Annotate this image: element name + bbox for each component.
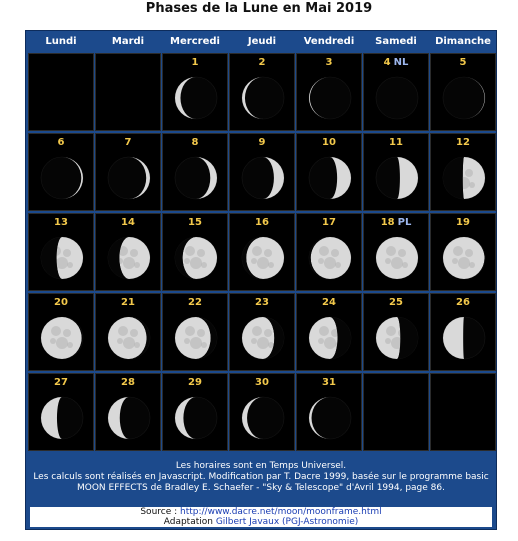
day-number [364,217,428,228]
day-cell-18 [363,213,429,291]
day-number-value: 7 [124,137,132,148]
day-number [431,57,495,68]
day-number-value: 19 [456,217,470,228]
day-number-value: 20 [54,297,68,308]
moon-phase-icon [239,74,287,122]
day-number [431,217,495,228]
notes-line-timezone: Les horaires sont en Temps Universel. [175,461,347,471]
moon-phase-icon [239,234,287,282]
day-cell-1 [162,53,228,131]
day-number-value: 2 [258,57,266,68]
day-number-value: 6 [57,137,65,148]
phase-label: NL [393,57,409,68]
day-cell-16 [229,213,295,291]
moon-phase-icon [373,234,421,282]
day-number-value: 17 [322,217,336,228]
moon-phase-icon [105,234,153,282]
adaptation-label: Adaptation [163,517,216,527]
moon-phase-icon [239,314,287,362]
day-cell-9 [229,133,295,211]
day-number-value: 1 [191,57,199,68]
day-number-value: 27 [54,377,68,388]
day-number [96,297,160,308]
phase-label: PL [397,217,412,228]
moon-phase-icon [105,394,153,442]
moon-phase-icon [306,74,354,122]
source-label: Source : [140,507,181,517]
day-number [29,217,93,228]
moon-phase-icon [172,154,220,202]
day-number-value: 24 [322,297,336,308]
day-number-value: 14 [121,217,135,228]
adaptation-author-link[interactable]: Gilbert Javaux (PGJ-Astronomie) [215,517,359,527]
moon-phase-icon [373,74,421,122]
notes-line-method: Les calculs sont réalisés en Javascript. Modification par T. Dacre 1999, basée sur le programme basic MOON EFFECTS de Bradley E. Schaefer - "Sky & Telescope" d'Avril 1994, page 86. [33,472,489,493]
day-number [96,377,160,388]
day-number-value: 28 [121,377,135,388]
day-number-value: 4 [383,57,391,68]
weekday-header-vendredi: Vendredi [303,36,355,47]
empty-day-cell [95,53,161,131]
day-number [29,377,93,388]
day-cell-10 [296,133,362,211]
day-number-value: 25 [389,297,403,308]
page-title: Phases de la Lune en Mai 2019 [145,1,373,16]
day-cell-28 [95,373,161,451]
day-cell-23 [229,293,295,371]
day-number [230,297,294,308]
day-cell-4 [363,53,429,131]
day-number-value: 9 [258,137,266,148]
day-number [230,57,294,68]
day-number [96,137,160,148]
day-cell-11 [363,133,429,211]
day-number [29,137,93,148]
moon-phase-icon [373,314,421,362]
moon-phase-icon [172,234,220,282]
moon-phase-icon [440,74,488,122]
moon-phase-icon [172,74,220,122]
day-number [364,57,428,68]
day-number-value: 16 [255,217,269,228]
weekday-header-mardi: Mardi [111,36,145,47]
weekday-header-mercredi: Mercredi [170,36,220,47]
source-link[interactable]: http://www.dacre.net/moon/moonframe.html [180,507,382,517]
day-number [431,137,495,148]
day-number [230,377,294,388]
moon-phase-icon [306,154,354,202]
day-cell-13 [28,213,94,291]
weekday-header-samedi: Samedi [375,36,417,47]
day-number [163,377,227,388]
day-cell-22 [162,293,228,371]
day-number [96,217,160,228]
moon-phase-icon [38,314,86,362]
day-number [297,217,361,228]
day-number [230,137,294,148]
moon-phase-icon [239,394,287,442]
adaptation-line [30,517,492,527]
day-number [163,137,227,148]
moon-phase-icon [172,394,220,442]
day-cell-15 [162,213,228,291]
day-cell-26 [430,293,496,371]
moon-phase-icon [105,154,153,202]
day-number [163,217,227,228]
day-cell-17 [296,213,362,291]
day-cell-21 [95,293,161,371]
day-cell-31 [296,373,362,451]
empty-day-cell [363,373,429,451]
day-cell-8 [162,133,228,211]
day-number-value: 5 [459,57,467,68]
source-line [30,507,492,517]
day-cell-25 [363,293,429,371]
source-box [30,507,492,527]
day-cell-3 [296,53,362,131]
empty-day-cell [430,373,496,451]
moon-phase-icon [38,234,86,282]
day-number [163,57,227,68]
day-cell-24 [296,293,362,371]
day-cell-7 [95,133,161,211]
day-number [163,297,227,308]
moon-phase-icon [38,154,86,202]
day-number-value: 3 [325,57,333,68]
day-number-value: 11 [389,137,403,148]
day-number [364,297,428,308]
moon-phase-icon [306,314,354,362]
day-number [364,137,428,148]
moon-phase-icon [172,314,220,362]
day-cell-27 [28,373,94,451]
day-number-value: 10 [322,137,336,148]
day-number-value: 18 [380,217,395,228]
weekday-header-lundi: Lundi [45,36,77,47]
day-cell-20 [28,293,94,371]
day-number-value: 31 [322,377,336,388]
day-number [29,297,93,308]
weekday-header-jeudi: Jeudi [247,36,277,47]
day-cell-6 [28,133,94,211]
day-number-value: 12 [456,137,470,148]
day-cell-19 [430,213,496,291]
day-number-value: 26 [456,297,470,308]
day-number-value: 13 [54,217,68,228]
day-number-value: 21 [121,297,135,308]
weekday-header-dimanche: Dimanche [435,36,491,47]
day-number-value: 22 [188,297,202,308]
moon-phase-icon [440,154,488,202]
day-number-value: 8 [191,137,199,148]
moon-phase-icon [306,394,354,442]
day-number [297,377,361,388]
day-cell-29 [162,373,228,451]
day-number [297,297,361,308]
moon-phase-icon [373,154,421,202]
day-number [297,57,361,68]
moon-phase-icon [440,314,488,362]
moon-phase-icon [306,234,354,282]
day-cell-30 [229,373,295,451]
moon-phase-icon [105,314,153,362]
day-number [230,217,294,228]
day-cell-14 [95,213,161,291]
day-number-value: 30 [255,377,269,388]
calendar-frame [25,30,497,530]
day-number-value: 29 [188,377,202,388]
day-number-value: 15 [188,217,202,228]
moon-phase-icon [38,394,86,442]
moon-phase-icon [239,154,287,202]
day-cell-2 [229,53,295,131]
day-number [297,137,361,148]
empty-day-cell [28,53,94,131]
day-cell-5 [430,53,496,131]
day-cell-12 [430,133,496,211]
day-number-value: 23 [255,297,269,308]
notes [30,461,492,494]
day-number [431,297,495,308]
moon-phase-icon [440,234,488,282]
